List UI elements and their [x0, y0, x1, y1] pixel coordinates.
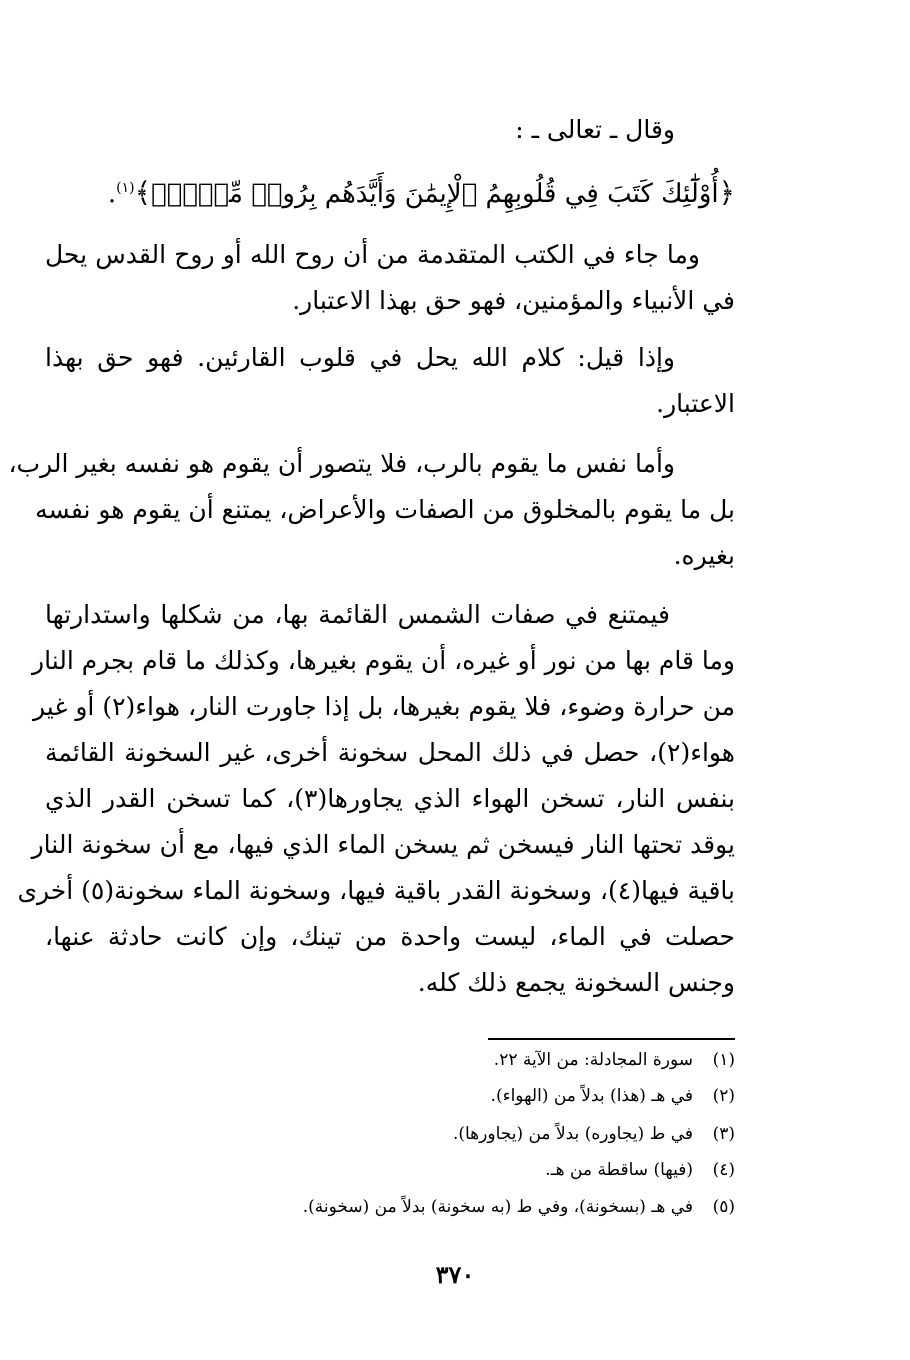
quran-verse	[45, 168, 735, 214]
paragraph-4-line-2: وما قام بها من نور أو غيره، أن يقوم بغيرها، وكذلك ما قام بجرم النار	[32, 646, 735, 675]
paragraph-4-line-9: وجنس السخونة يجمع ذلك كله.	[417, 968, 735, 997]
paragraph-4-line-3: من حرارة وضوء، فلا يقوم بغيرها، بل إذا جاورت النار، هواء(٢) أو غير	[33, 692, 735, 721]
paragraph-1-line-2: في الأنبياء والمؤمنين، فهو حق بهذا الاعتبار.	[292, 286, 735, 315]
paragraph-3-line-3: بغيره.	[673, 541, 735, 570]
paragraph-2-line-1: وإذا قيل: كلام الله يحل في قلوب القارئين. فهو حق بهذا	[45, 343, 675, 372]
paragraph-1-line-1: وما جاء في الكتب المتقدمة من أن روح الله أو روح القدس يحل	[45, 240, 700, 269]
footnote-number: (٤)	[712, 1160, 735, 1180]
footnote-1	[45, 1047, 735, 1073]
footnote-number: (١)	[712, 1050, 735, 1070]
footnote-number: (٥)	[712, 1197, 735, 1217]
paragraph-3-line-2: بل ما يقوم بالمخلوق من الصفات والأعراض، يمتنع أن يقوم هو نفسه	[35, 495, 735, 524]
paragraph-4-line-8: حصلت في الماء، ليست واحدة من تينك، وإن كانت حادثة عنها،	[45, 922, 735, 951]
footnote-3	[45, 1121, 735, 1147]
paragraph-4-line-7: باقية فيها(٤)، وسخونة القدر باقية فيها، وسخونة الماء سخونة(٥) أخرى	[17, 876, 735, 905]
quran-open-bracket: ﴿	[718, 176, 735, 209]
intro-line: وقال ـ تعالى ـ :	[515, 115, 675, 144]
footnote-5	[45, 1194, 735, 1220]
paragraph-4-line-1: فيمتنع في صفات الشمس القائمة بها، من شكلها واستدارتها	[45, 600, 670, 629]
footnote-4	[45, 1157, 735, 1183]
paragraph-4-line-4: هواء(٢)، حصل في ذلك المحل سخونة أخرى، غير السخونة القائمة	[45, 738, 735, 767]
footnote-number: (٢)	[712, 1086, 735, 1106]
footnote-text: في هـ (هذا) بدلاً من (الهواء).	[490, 1086, 693, 1106]
footnote-text: (فيها) ساقطة من هـ.	[545, 1160, 693, 1180]
verse-end-dot: .	[107, 179, 117, 209]
footnote-text: سورة المجادلة: من الآية ٢٢.	[493, 1050, 693, 1070]
paragraph-2-line-2: الاعتبار.	[656, 389, 735, 418]
footnote-ref: (١)	[116, 180, 135, 196]
quran-verse-text: أُوْلَٰٓئِكَ كَتَبَ فِي قُلُوبِهِمُ ٱلْإِيمَٰنَ وَأَيَّدَهُم بِرُوحٖ مِّنۡهُۖ	[150, 179, 719, 209]
quran-close-bracket: ﴾	[134, 176, 151, 209]
page-number: ٣٧٠	[435, 1260, 475, 1289]
paragraph-4-line-6: يوقد تحتها النار فيسخن ثم يسخن الماء الذي فيها، مع أن سخونة النار	[31, 830, 735, 859]
footnote-text: في هـ (بسخونة)، وفي ط (به سخونة) بدلاً من (سخونة).	[302, 1197, 693, 1217]
paragraph-4-line-5: بنفس النار، تسخن الهواء الذي يجاورها(٣)، كما تسخن القدر الذي	[45, 784, 736, 813]
footnote-2	[45, 1083, 735, 1109]
footnote-divider	[488, 1038, 735, 1040]
footnote-number: (٣)	[712, 1124, 735, 1144]
paragraph-3-line-1: وأما نفس ما يقوم بالرب، فلا يتصور أن يقوم هو نفسه بغير الرب،	[8, 449, 675, 478]
footnote-text: في ط (يجاوره) بدلاً من (يجاورها).	[452, 1124, 693, 1144]
